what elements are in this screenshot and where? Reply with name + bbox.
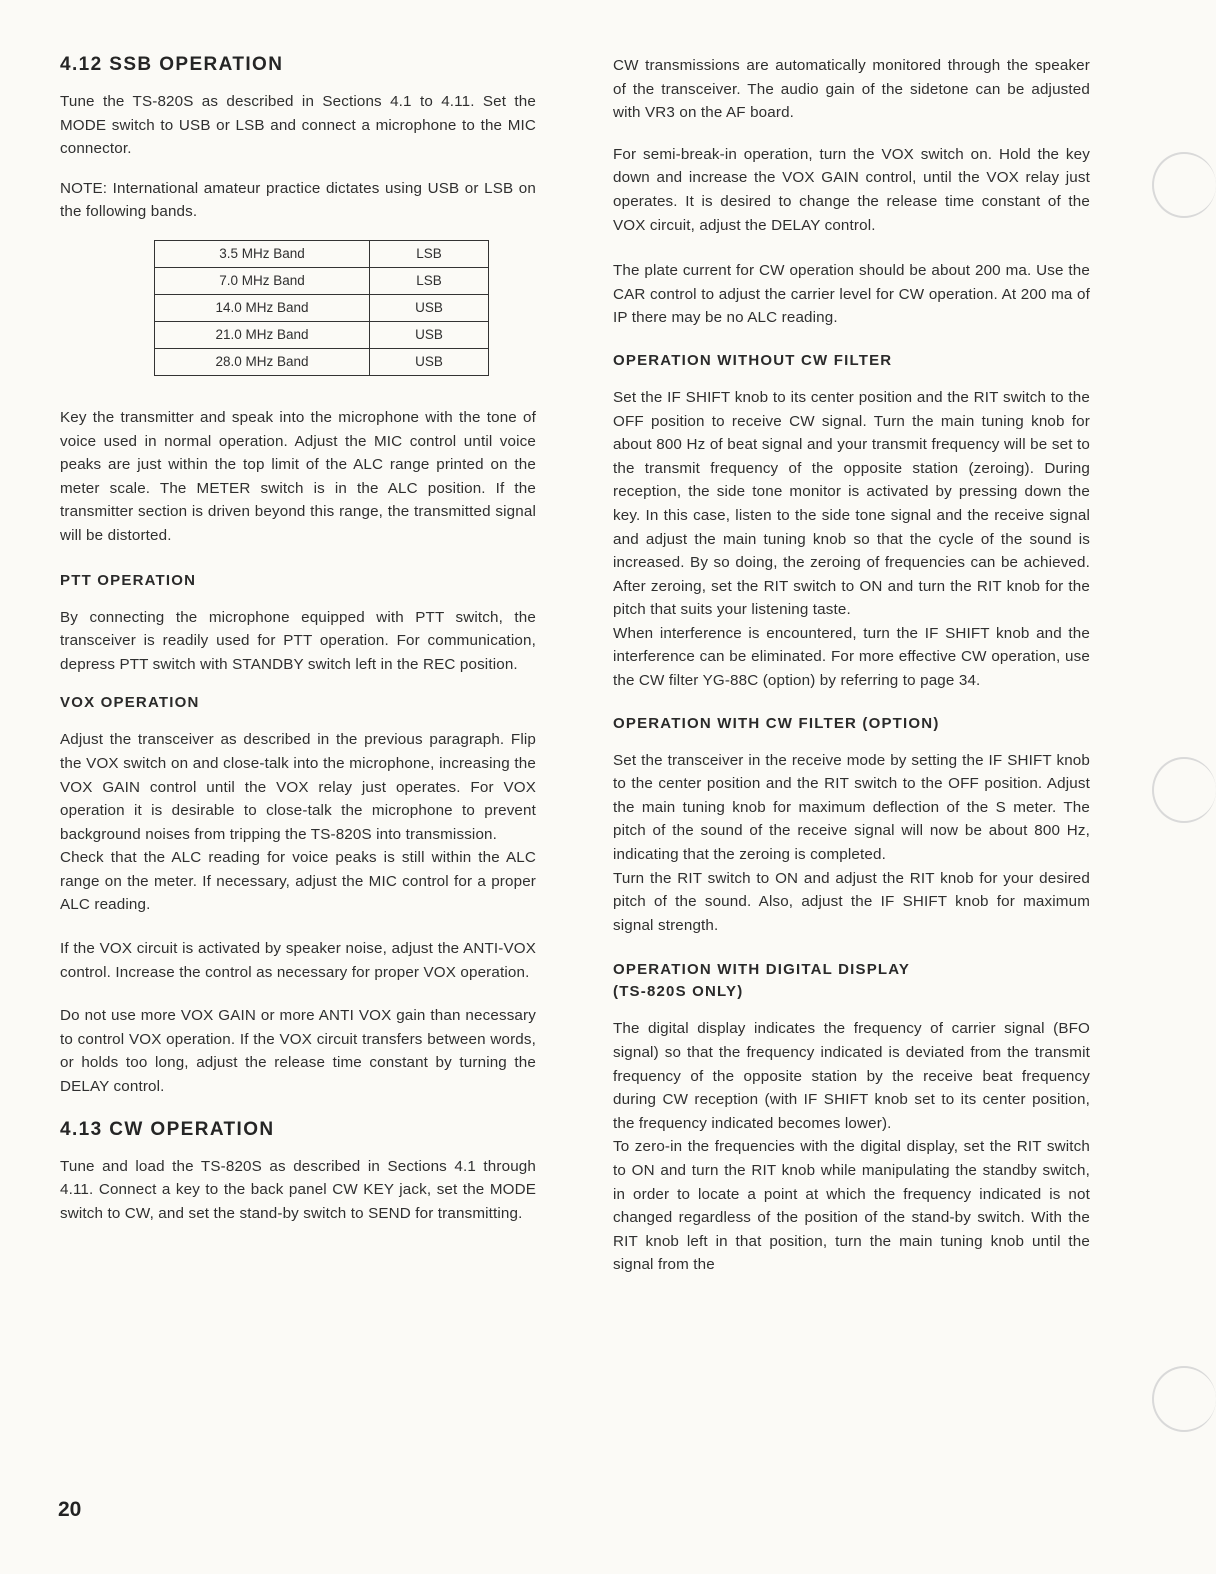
- page-number: 20: [58, 1498, 82, 1521]
- cw-plate-current-paragraph: The plate current for CW operation should be about 200 ma. Use the CAR control to adjust the carrier level for CW operation. At 200 ma of IP there may be no ALC reading.: [613, 262, 1090, 327]
- vox-paragraph-4: Do not use more VOX GAIN or more ANTI VOX gain than necessary to control VOX operation. If the VOX circuit transfers between words, or holds too long, adjust the release time constant by turning the DELAY control.: [60, 1007, 536, 1096]
- cw-monitor-paragraph: CW transmissions are automatically monitored through the speaker of the transceiver. The audio gain of the sidetone can be adjusted with VR3 on the AF board.: [613, 57, 1090, 122]
- band-cell: 7.0 MHz Band: [155, 267, 370, 294]
- digital-display-paragraph-1: The digital display indicates the frequency of carrier signal (BFO signal) so that the frequency indicated is deviated from the transmit frequency of the opposite station by the receive beat frequency during CW reception (with IF SHIFT knob set to its center position, the frequency indicated becomes lower).: [613, 1020, 1090, 1132]
- without-cw-filter-heading: OPERATION WITHOUT CW FILTER: [613, 351, 893, 369]
- table-row: [155, 267, 489, 294]
- without-filter-paragraph-2: When interference is encountered, turn the IF SHIFT knob and the interference can be eliminated. For more effective CW operation, use the CW filter YG-88C (option) by referring to page 34.: [613, 624, 1090, 690]
- ptt-paragraph: By connecting the microphone equipped with PTT switch, the transceiver is readily used for PTT operation. For communication, depress PTT switch with STANDBY switch left in the REC position.: [60, 608, 536, 673]
- vox-operation-heading: VOX OPERATION: [60, 694, 200, 712]
- digital-display-paragraph-2: To zero-in the frequencies with the digital display, set the RIT switch to ON and turn the RIT knob while manipulating the standby switch, in order to locate a point at which the frequency indicated is not changed regardless of the position of the stand-by switch. With the RIT knob left in that position, turn the main tuning knob until the signal from the: [613, 1138, 1090, 1274]
- band-sideband-table: [154, 240, 489, 376]
- cw-semi-break-in-paragraph: For semi-break-in operation, turn the VOX switch on. Hold the key down and increase the VOX GAIN control, until the VOX relay just operates. It is desired to change the release time constant of the VOX circuit, adjust the DELAY control.: [613, 145, 1090, 234]
- table-row: [155, 240, 489, 267]
- with-filter-paragraph-1: Set the transceiver in the receive mode by setting the IF SHIFT knob to the center position and the RIT switch to the OFF position. Adjust the main tuning knob for maximum deflection of the S meter. The pitch of the sound of the receive signal will now be about 800 Hz, indicating that the zeroing is completed.: [613, 751, 1090, 864]
- sideband-cell: LSB: [370, 240, 489, 267]
- table-row: [155, 294, 489, 321]
- band-cell: 14.0 MHz Band: [155, 294, 370, 321]
- digital-display-heading: [613, 959, 1090, 1003]
- ssb-key-paragraph: Key the transmitter and speak into the microphone with the tone of voice used in normal operation. Adjust the MIC control until voice peaks are just within the top limit of the ALC range printed on the meter scale. The METER switch is in the ALC position. If the transmitter section is driven beyond this range, the transmitted signal will be distorted.: [60, 408, 536, 544]
- ssb-operation-heading: 4.12 SSB OPERATION: [60, 54, 284, 75]
- vox-paragraph-1: Adjust the transceiver as described in the previous paragraph. Flip the VOX switch on and close-talk into the microphone, increasing the VOX GAIN control until the VOX relay just operates. For VOX operation it is desirable to close-talk the microphone to prevent background noises from tripping the TS-820S into transmission.: [60, 731, 536, 843]
- digital-display-heading-line-1: OPERATION WITH DIGITAL DISPLAY: [613, 961, 911, 979]
- digital-display-heading-line-2: (TS-820S ONLY): [613, 983, 744, 1001]
- sideband-cell: USB: [370, 321, 489, 348]
- ptt-operation-heading: PTT OPERATION: [60, 571, 197, 589]
- binder-hole-middle: [1152, 757, 1216, 823]
- table-row: [155, 321, 489, 348]
- band-cell: 3.5 MHz Band: [155, 240, 370, 267]
- right-column: [613, 54, 1090, 1277]
- vox-paragraph-2: Check that the ALC reading for voice peaks is still within the ALC range on the meter. If necessary, adjust the MIC control for a proper ALC reading.: [60, 849, 536, 914]
- sideband-cell: LSB: [370, 267, 489, 294]
- binder-hole-bottom: [1152, 1366, 1216, 1432]
- band-cell: 28.0 MHz Band: [155, 348, 370, 375]
- cw-paragraph: Tune and load the TS-820S as described in Sections 4.1 through 4.11. Connect a key to the back panel CW KEY jack, set the MODE switch to CW, and set the stand-by switch to SEND for transmitting.: [60, 1157, 536, 1222]
- binder-hole-top: [1152, 152, 1216, 218]
- without-filter-paragraph-1: Set the IF SHIFT knob to its center position and the RIT switch to the OFF position to receive CW signal. Turn the main tuning knob for about 800 Hz of beat signal and your transmit frequency will be set to the transmit frequency of the opposite station (zeroing). During reception, the side tone monitor is activated by pressing down the key. In this case, listen to the side tone signal and the receive signal and adjust the main tuning knob so that the cycle of the sound is increased. By so doing, the zeroing of frequencies can be achieved. After zeroing, set the RIT switch to ON and turn the RIT knob for the pitch that suits your listening taste.: [613, 388, 1090, 619]
- sideband-cell: USB: [370, 294, 489, 321]
- ssb-intro-paragraph: Tune the TS-820S as described in Sections 4.1 to 4.11. Set the MODE switch to USB or LSB and connect a microphone to the MIC connector.: [60, 93, 536, 158]
- table-row: [155, 348, 489, 375]
- vox-paragraph-3: If the VOX circuit is activated by speaker noise, adjust the ANTI-VOX control. Increase the control as necessary for proper VOX operation.: [60, 940, 536, 981]
- with-cw-filter-heading: OPERATION WITH CW FILTER (OPTION): [613, 714, 940, 732]
- cw-operation-heading: 4.13 CW OPERATION: [60, 1118, 275, 1140]
- sideband-cell: USB: [370, 348, 489, 375]
- with-filter-paragraph-2: Turn the RIT switch to ON and adjust the RIT knob for your desired pitch of the sound. Also, adjust the IF SHIFT knob for maximum signal strength.: [613, 869, 1090, 934]
- band-cell: 21.0 MHz Band: [155, 321, 370, 348]
- left-column: [60, 54, 536, 1241]
- ssb-note-paragraph: NOTE: International amateur practice dictates using USB or LSB on the following bands.: [60, 179, 536, 221]
